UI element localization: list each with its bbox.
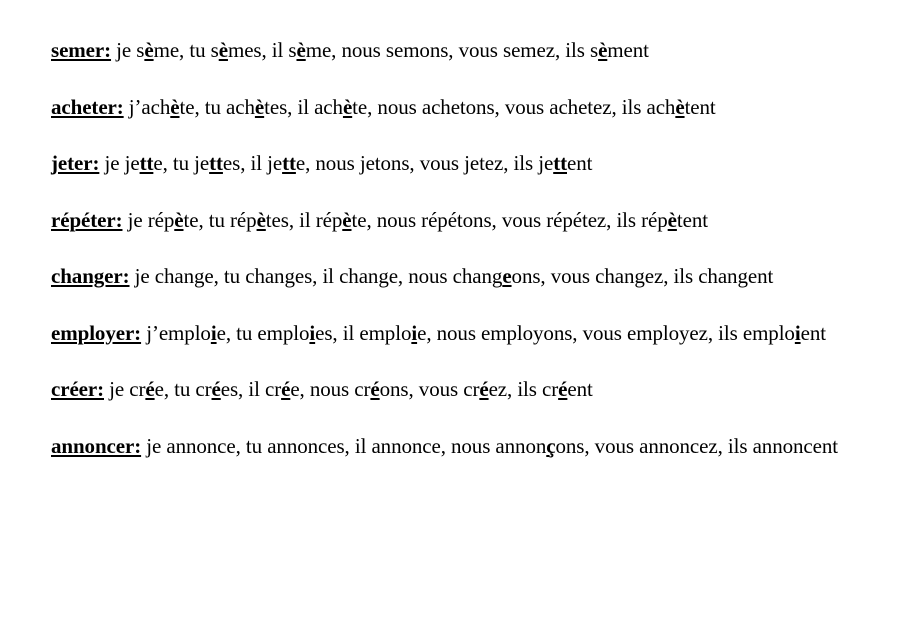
highlighted-letters: è <box>598 38 608 62</box>
verb-heading: répéter: <box>51 207 123 232</box>
conjugation-text: ent <box>567 151 593 175</box>
conjugation-text: e, tu je <box>153 151 210 175</box>
highlighted-letters: tt <box>282 151 296 175</box>
conjugation-text: me, tu s <box>153 38 219 62</box>
conjugation-entry <box>51 305 891 362</box>
highlighted-letters: è <box>256 207 266 232</box>
conjugation-text: es, il je <box>222 151 283 175</box>
highlighted-letters: é <box>479 377 489 401</box>
conjugation-text: ons, vous cr <box>379 377 480 401</box>
conjugation-text: te, nous répétons, vous répétez, ils rép <box>351 207 668 232</box>
highlighted-letters: é <box>145 377 155 401</box>
highlighted-letters: é <box>558 377 568 401</box>
conjugation-text: te, tu ach <box>179 94 255 119</box>
verb-heading: changer: <box>51 264 130 288</box>
highlighted-letters: tt <box>209 151 223 175</box>
conjugation-text: je s <box>111 38 145 62</box>
highlighted-letters: tt <box>553 151 567 175</box>
verb-heading: acheter: <box>51 94 124 119</box>
verb-heading: semer: <box>51 38 112 62</box>
highlighted-letters: è <box>667 207 677 232</box>
highlighted-letters: ç <box>546 433 556 458</box>
conjugation-text: j’emplo <box>141 320 211 345</box>
highlighted-letters: è <box>342 94 353 119</box>
highlighted-letters: i <box>309 320 316 345</box>
conjugation-text: je change, tu changes, il change, nous chang <box>129 264 503 288</box>
conjugation-text: e, tu emplo <box>216 320 310 345</box>
conjugation-text: te, tu rép <box>183 207 257 232</box>
conjugation-text: tes, il ach <box>264 94 343 119</box>
conjugation-text: es, il cr <box>220 377 282 401</box>
highlighted-letters: è <box>254 94 265 119</box>
conjugation-text: me, nous semons, vous semez, ils s <box>305 38 599 62</box>
highlighted-letters: e <box>502 264 512 288</box>
highlighted-letters: è <box>144 38 154 62</box>
verb-heading: créer: <box>51 377 104 401</box>
conjugation-text: tes, il rép <box>265 207 343 232</box>
verb-heading: employer: <box>51 320 142 345</box>
highlighted-letters: è <box>675 94 685 119</box>
conjugation-text: te, nous achetons, vous achetez, ils ach <box>352 94 676 119</box>
conjugation-text: je je <box>99 151 140 175</box>
verb-heading: annoncer: <box>51 433 142 458</box>
highlighted-letters: é <box>370 377 380 401</box>
conjugation-text: je annonce, tu annonces, il annonce, nous annon <box>141 433 547 458</box>
highlighted-letters: è <box>296 38 306 62</box>
highlighted-letters: i <box>794 320 801 345</box>
highlighted-letters: è <box>218 38 228 62</box>
highlighted-letters: é <box>281 377 291 401</box>
conjugation-text: ez, ils cr <box>488 377 559 401</box>
conjugation-text: tent <box>676 207 708 232</box>
conjugation-text: j’ach <box>123 94 171 119</box>
verb-heading: jeter: <box>51 151 100 175</box>
highlighted-letters: tt <box>139 151 154 175</box>
conjugation-text: mes, il s <box>227 38 297 62</box>
conjugation-text: ment <box>607 38 649 62</box>
conjugation-text: e, nous cr <box>290 377 371 401</box>
conjugation-text: e, nous jetons, vous jetez, ils je <box>295 151 554 175</box>
conjugation-entry <box>51 192 891 249</box>
conjugation-entry <box>51 418 891 475</box>
conjugation-text: je rép <box>122 207 175 232</box>
highlighted-letters: è <box>170 94 180 119</box>
conjugation-entry <box>51 79 891 136</box>
conjugation-text: je cr <box>104 377 146 401</box>
conjugation-text: ons, vous changez, ils changent <box>511 264 774 288</box>
highlighted-letters: i <box>411 320 418 345</box>
document-body <box>51 22 891 474</box>
conjugation-text: e, tu cr <box>154 377 212 401</box>
conjugation-entry <box>51 361 891 418</box>
conjugation-text: e, nous employons, vous employez, ils emplo <box>417 320 795 345</box>
highlighted-letters: i <box>210 320 217 345</box>
conjugation-text: tent <box>684 94 716 119</box>
highlighted-letters: è <box>174 207 184 232</box>
conjugation-entry <box>51 22 891 79</box>
conjugation-entry <box>51 135 891 192</box>
highlighted-letters: è <box>342 207 352 232</box>
conjugation-text: es, il emplo <box>315 320 412 345</box>
conjugation-text: ons, vous annoncez, ils annoncent <box>555 433 838 458</box>
highlighted-letters: é <box>211 377 221 401</box>
conjugation-entry <box>51 248 891 305</box>
conjugation-text: ent <box>800 320 826 345</box>
conjugation-text: ent <box>567 377 593 401</box>
